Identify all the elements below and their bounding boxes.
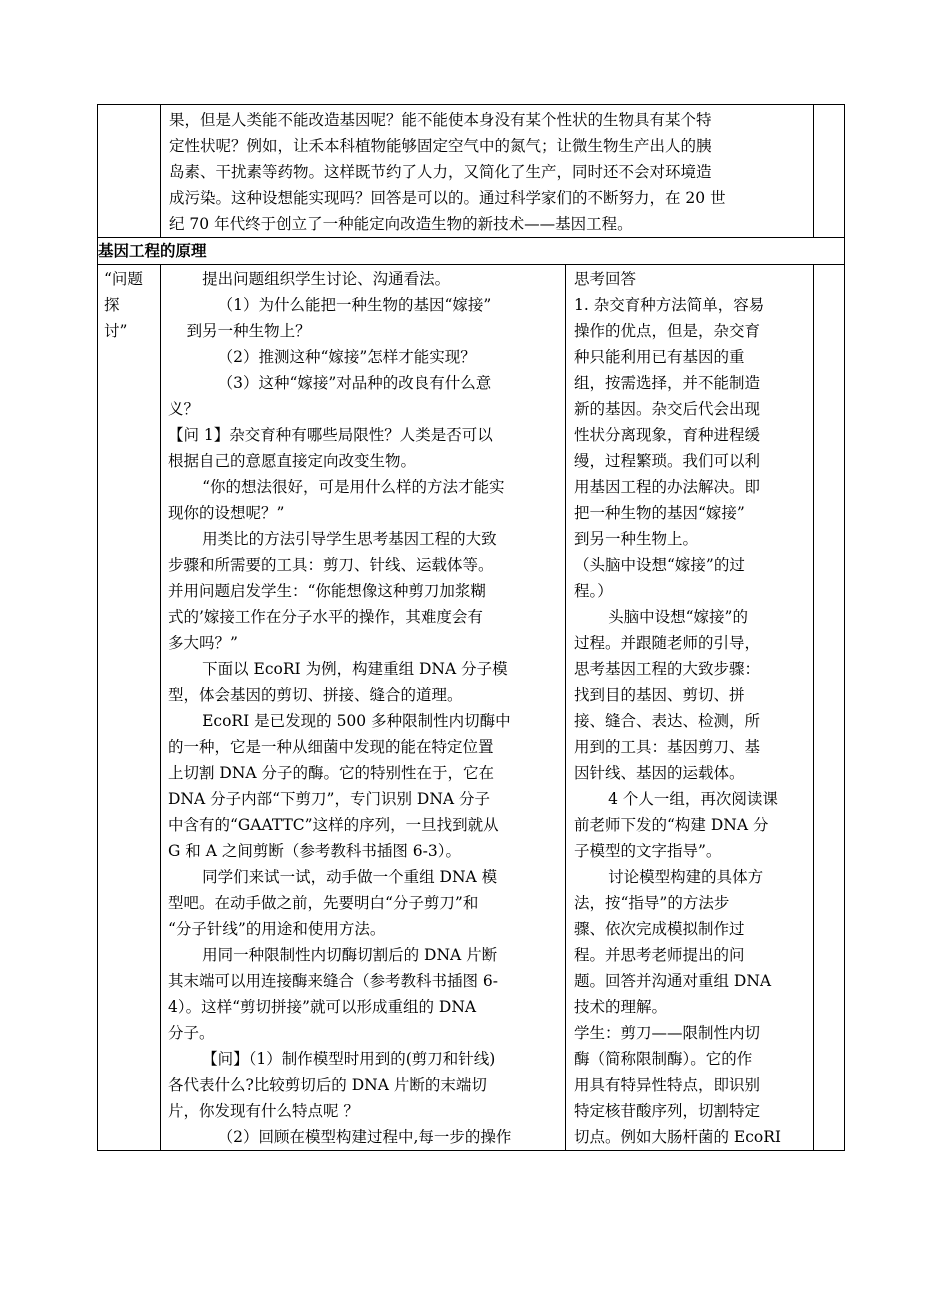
teacher-line: 用类比的方法引导学生思考基因工程的大致: [202, 530, 497, 548]
teacher-line: “你的想法很好，可是用什么样的方法才能实: [202, 478, 505, 496]
teacher-line: 多大吗？”: [168, 634, 238, 652]
student-line: 酶（简称限制酶）。它的作: [574, 1050, 753, 1068]
teacher-line: DNA 分子内部“下剪刀”，专门识别 DNA 分子: [168, 790, 490, 808]
student-activity-cell: [566, 265, 814, 1151]
teacher-line: 型吧。在动手做之前，先要明白“分子剪刀”和: [168, 894, 479, 912]
teacher-line: 【问】（1）制作模型时用到的(剪刀和针线): [202, 1050, 496, 1068]
student-line: 新的基因。杂交后代会出现: [574, 400, 761, 418]
student-line: 操作的优点，但是，杂交育: [574, 322, 761, 340]
student-line: 特定核苷酸序列，切割特定: [574, 1102, 761, 1120]
intro-paragraph: [161, 105, 813, 237]
stage-cell: [98, 265, 161, 1151]
student-line: 组，按需选择，并不能制造: [574, 374, 761, 392]
student-line: 用具有特异性特点，即识别: [574, 1076, 761, 1094]
student-line: 因针线、基因的运载体。: [574, 764, 745, 782]
student-line: 思考回答: [574, 270, 637, 288]
intro-stage-cell: [98, 105, 161, 238]
stage-label: 讨”: [104, 322, 128, 340]
student-line: 题。回答并沟通对重组 DNA: [574, 972, 772, 990]
teacher-line: 【问 1】杂交育种有哪些局限性？人类是否可以: [168, 426, 493, 444]
student-line: 把一种生物的基因“嫁接”: [574, 504, 745, 522]
teacher-line: 分子。: [168, 1024, 215, 1042]
teacher-line: 提出问题组织学生讨论、沟通看法。: [202, 270, 451, 288]
intro-text-cell: [161, 105, 814, 238]
stage-label: “问题: [104, 270, 143, 288]
teacher-line: 中含有的“GAATTC”这样的序列，一旦找到就从: [168, 816, 499, 834]
teacher-activity-cell: [161, 265, 566, 1151]
stage-label: 探: [104, 296, 120, 314]
student-line: 种只能利用已有基因的重: [574, 348, 745, 366]
intro-notes-cell: [814, 105, 845, 238]
teacher-line: EcoRI 是已发现的 500 多种限制性内切酶中: [202, 712, 511, 730]
teacher-line: 同学们来试一试，动手做一个重组 DNA 模: [202, 868, 498, 886]
intro-line: 成污染。这种设想能实现吗？回答是可以的。通过科学家们的不断努力，在 20 世: [169, 189, 726, 207]
teacher-line: （3）这种“嫁接”对品种的改良有什么意: [217, 374, 492, 392]
teacher-line: 下面以 EcoRI 为例，构建重组 DNA 分子模: [202, 660, 508, 678]
teacher-line: 并用问题启发学生：“你能想像这种剪刀加浆糊: [168, 582, 486, 600]
student-line: 性状分离现象，育种进程缓: [574, 426, 761, 444]
teacher-line: （2）推测这种“嫁接”怎样才能实现？: [217, 348, 476, 366]
teacher-line: 用同一种限制性内切酶切割后的 DNA 片断: [202, 946, 498, 964]
intro-line: 定性状呢？例如，让禾本科植物能够固定空气中的氮气；让微生物生产出人的胰: [169, 137, 712, 155]
student-line: 子模型的文字指导”。: [574, 842, 722, 860]
teacher-line: （1）为什么能把一种生物的基因“嫁接”: [217, 296, 492, 314]
student-line: 讨论模型构建的具体方: [608, 868, 764, 886]
student-line: 缦，过程繁琐。我们可以利: [574, 452, 761, 470]
student-line: 法，按“指导”的方法步: [574, 894, 730, 912]
teacher-line: 4）。这样“剪切拼接”就可以形成重组的 DNA: [168, 998, 477, 1016]
student-line: 切点。例如大肠杆菌的 EcoRI: [574, 1128, 782, 1146]
intro-line: 果，但是人类能不能改造基因呢？能不能使本身没有某个性状的生物具有某个特: [169, 111, 712, 129]
teacher-line: 其末端可以用连接酶来缝合（参考教科书插图 6-: [168, 972, 499, 990]
teacher-line: 的一种，它是一种从细菌中发现的能在特定位置: [168, 738, 494, 756]
student-line: 程。）: [574, 582, 613, 600]
teacher-line: 型，体会基因的剪切、拼接、缝合的道理。: [168, 686, 463, 704]
lesson-table: [97, 104, 845, 1151]
student-line: 头脑中设想“嫁接”的: [608, 608, 748, 626]
teacher-line: 到另一种生物上？: [186, 322, 311, 340]
student-line: 接、缝合、表达、检测，所: [574, 712, 761, 730]
teacher-line: 片，你发现有什么特点呢 ？: [168, 1102, 359, 1120]
discussion-row: [98, 265, 845, 1151]
student-line: 用基因工程的办法解决。即: [574, 478, 761, 496]
student-line: 过程。并跟随老师的引导，: [574, 634, 761, 652]
teacher-line: 根据自己的意愿直接定向改变生物。: [168, 452, 417, 470]
student-line: 思考基因工程的大致步骤：: [574, 660, 761, 678]
teacher-line: 式的’嫁接工作在分子水平的操作，其难度会有: [168, 608, 483, 626]
student-line: 用到的工具：基因剪刀、基: [574, 738, 761, 756]
student-line: （头脑中设想“嫁接”的过: [574, 556, 745, 574]
teacher-line: 各代表什么?比较剪切后的 DNA 片断的末端切: [168, 1076, 487, 1094]
teacher-line: 步骤和所需要的工具：剪刀、针线、运载体等。: [168, 556, 494, 574]
teacher-line: G 和 A 之间剪断（参考教科书插图 6-3）。: [168, 842, 461, 860]
student-line: 4 个人一组，再次阅读课: [608, 790, 778, 808]
student-line: 到另一种生物上。: [574, 530, 699, 548]
teacher-line: 义？: [168, 400, 200, 418]
student-line: 学生：剪刀——限制性内切: [574, 1024, 761, 1042]
student-line: 程。并思考老师提出的问: [574, 946, 745, 964]
student-line: 技术的理解。: [574, 998, 668, 1016]
teacher-line: （2）回顾在模型构建过程中,每一步的操作: [217, 1128, 512, 1146]
intro-line: 岛素、干扰素等药物。这样既节约了人力，又简化了生产，同时还不会对环境造: [169, 163, 712, 181]
student-line: 前老师下发的“构建 DNA 分: [574, 816, 769, 834]
student-line: 1. 杂交育种方法简单，容易: [574, 296, 765, 314]
teacher-line: 上切割 DNA 分子的酶。它的特别性在于，它在: [168, 764, 495, 782]
section-title: 基因工程的原理: [98, 238, 845, 265]
teacher-line: 现你的设想呢？”: [168, 504, 285, 522]
intro-row: [98, 105, 845, 238]
student-line: 找到目的基因、剪切、拼: [574, 686, 745, 704]
intro-line: 纪 70 年代终于创立了一种能定向改造生物的新技术——基因工程。: [169, 215, 633, 233]
teacher-line: “分子针线”的用途和使用方法。: [168, 920, 386, 938]
section-row: [98, 238, 845, 265]
notes-cell: [814, 265, 845, 1151]
student-line: 骤、依次完成模拟制作过: [574, 920, 745, 938]
